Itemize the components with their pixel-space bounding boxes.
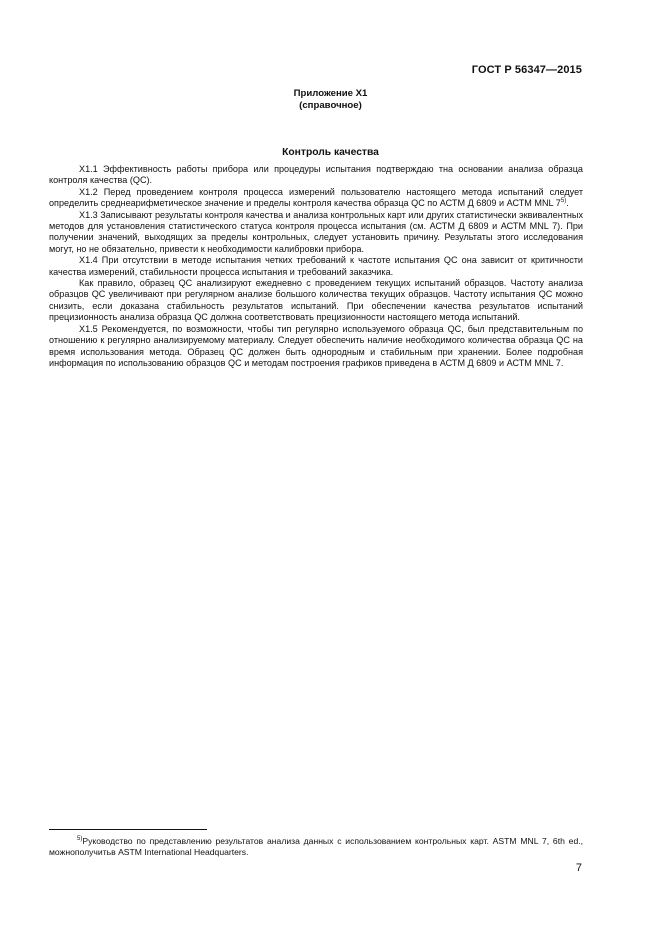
footnote-text: Руководство по представлению результатов анализа данных с использованием контрольных карт. ASTM MNL 7, 6th ed., можнополучитьв ASTM International Headquarters. xyxy=(49,836,583,858)
body-text xyxy=(49,164,583,369)
footnote-marker: 5) xyxy=(77,836,83,842)
paragraph-x1-4: X1.4 При отсутствии в методе испытания четких требований к частоте испытания QC она зависит от критичности качества измерений, стабильности процесса испытания и требований заказчика. xyxy=(49,255,583,277)
paragraph-x1-4-continued: Как правило, образец QC анализируют ежедневно с проведением текущих испытаний образцов. Частоту анализа образцов QC увеличивают при регулярном анализе большого количества текущих образцов. Частоту испытания QC можно снизить, если доказана стабильность результатов испытаний. При обеспечении качества результатов испытаний прецизионность анализа образца QC должна соответствовать прецизионности настоящего метода испытаний. xyxy=(49,278,583,323)
annex-title: Приложение X1 xyxy=(293,88,368,99)
footnote-divider xyxy=(49,829,207,830)
paragraph-x1-2: X1.2 Перед проведением контроля процесса измерений пользователю настоящего метода испытаний следует определить среднеарифметическое значение и пределы контроля качества образца QC по АСТМ Д 6809 и АСТМ MNL 7$^{5)}$. xyxy=(49,186,583,209)
paragraph-x1-1: X1.1 Эффективность работы прибора или процедуры испытания подтверждаю тна основании анализа образца контроля качества (QC). xyxy=(49,164,583,186)
footnote-reference: 5) xyxy=(560,198,567,205)
page-number: 7 xyxy=(575,862,582,874)
section-title: Контроль качества xyxy=(282,147,379,158)
annex-heading xyxy=(0,88,661,112)
paragraph-x1-5: X1.5 Рекомендуется, по возможности, чтобы тип регулярно используемого образца QC, был представительным по отношению к регулярно анализируемому материалу. Следует обеспечить наличие необходимого количества образца QC на время использования метода. Образец QC должен быть однородным и стабильным при хранении. Более подробная информация по использованию образцов QC и методам построения графиков приведена в АСТМ Д 6809 и АСТМ MNL 7. xyxy=(49,323,583,368)
standard-code: ГОСТ Р 56347—2015 xyxy=(471,64,582,76)
footnote xyxy=(49,836,583,859)
annex-status: (справочное) xyxy=(299,100,362,111)
paragraph-x1-3: X1.3 Записывают результаты контроля качества и анализа контрольных карт или других статистически эквивалентных методов для установления статистического статуса контроля процесса испытания (см. АСТМ Д 6809 и АСТМ MNL 7). При получении значений, выходящих за пределы контрольных, следует установить причину. Результаты этого исследования могут, но не обязательно, привести к необходимости калибровки прибора. xyxy=(49,209,583,254)
